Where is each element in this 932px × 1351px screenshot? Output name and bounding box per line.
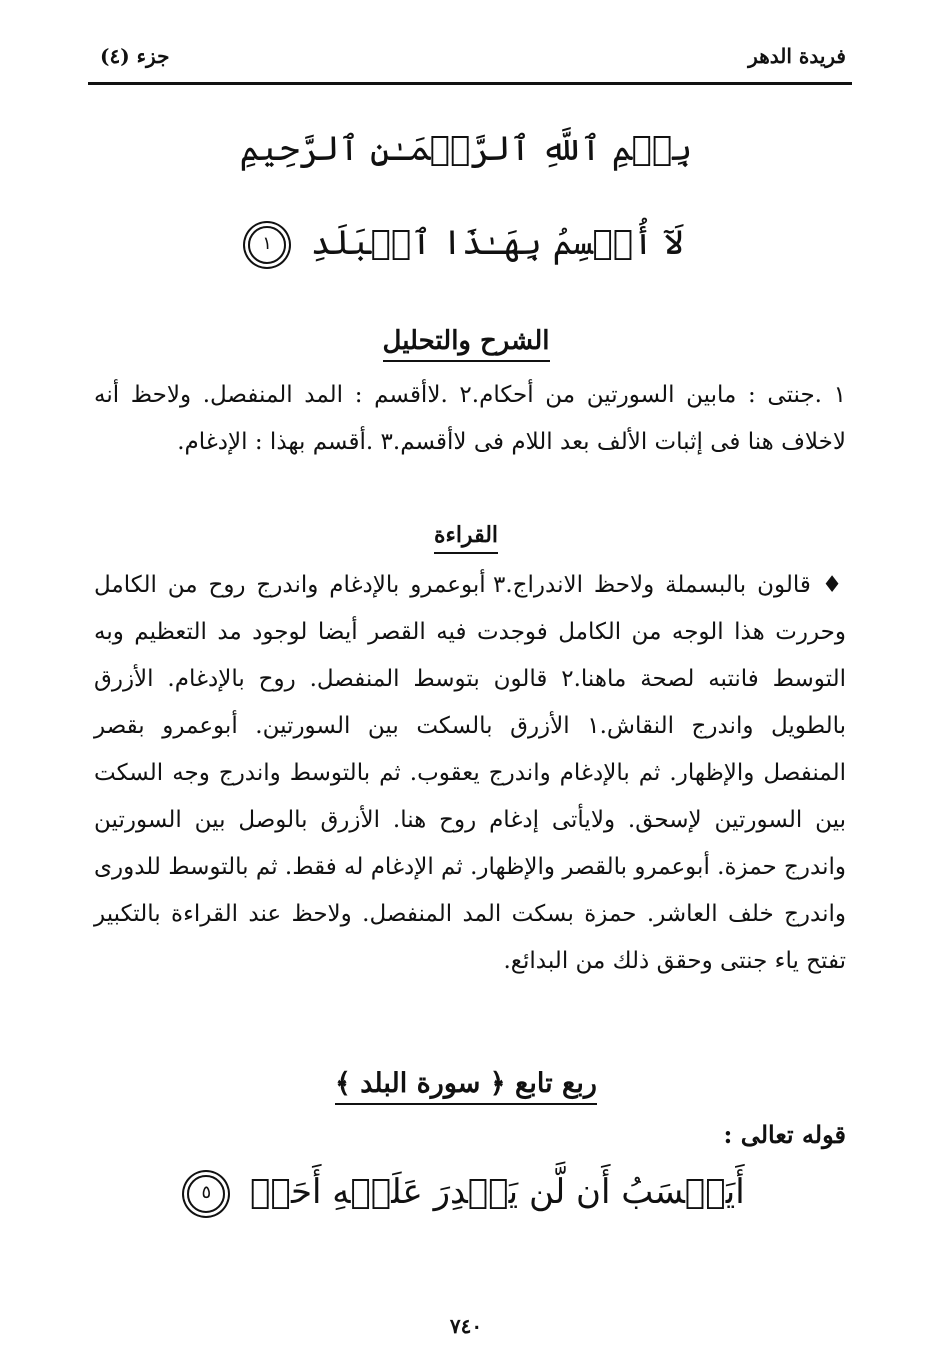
basmala: بِسۡمِ ٱللَّهِ ٱلرَّحۡمَـٰنِ ٱلرَّحِيمِ	[239, 129, 693, 169]
running-header-part-number: جزء (٤)	[100, 44, 170, 68]
header-divider	[88, 82, 852, 85]
qiraa-paragraph: ♦ قالون بالبسملة ولاحظ الاندراج.٣ أبوعمرو بالإدغام واندرج روح من الكامل وحررت هذا الوجه من الكامل فوجدت فيه القصر أيضا لوجود مد التعظيم وبه التوسط فانتبه لصحة ماهنا.٢ قالون بتوسط المنفصل. روح بالإدغام. الأزرق بالطويل واندرج النقاش.١ الأزرق بالسكت بين السورتين. أبوعمرو بقصر المنفصل والإظهار. ثم بالإدغام واندرج يعقوب. ثم بالتوسط واندرج وجه السكت بين السورتين لإسحق. ولايأتى إدغام روح هنا. الأزرق بالوصل بين السورتين واندرج حمزة. أبوعمرو بالقصر والإظهار. ثم الإدغام له فقط. ثم بالتوسط للدورى واندرج خلف العاشر. حمزة بسكت المد المنفصل. ولاحظ عند القراءة بالتكبير تفتح ياء جنتى وحقق ذلك من البدائع.	[94, 572, 846, 974]
section-heading-qiraa	[0, 522, 932, 554]
sharh-paragraph: ١ .جنتى : مابين السورتين من أحكام.٢ .لاأقسم : المد المنفصل. ولاحظ أنه لاخلاف هنا فى إثبات الألف بعد اللام فى لاأقسم.٣ .أقسم بهذا : الإدغام.	[94, 382, 846, 455]
page-number: ٧٤٠	[449, 1314, 483, 1338]
section-heading-sharh	[0, 326, 932, 362]
qawlahu-label: قوله تعالى :	[723, 1120, 846, 1149]
ayah-number-mark: ٥	[187, 1175, 225, 1213]
sharh-heading-text: الشرح والتحليل	[383, 326, 550, 362]
quran-verse-5	[0, 1172, 932, 1213]
qiraa-heading-text: القراءة	[434, 522, 498, 554]
verse-5-text: أَيَحۡسَبُ أَن لَّن يَقۡدِرَ عَلَيۡهِ أَحَدٞ	[250, 1172, 745, 1212]
rub-heading-text: ربع تابع ﴿ سورة البلد ﴾	[335, 1068, 597, 1105]
ayah-number-mark: ١	[248, 226, 286, 264]
quran-verse-1	[0, 222, 932, 264]
verse-1-text: لَآ أُقۡسِمُ بِهَـٰذَا ٱلۡبَلَدِ	[310, 223, 684, 263]
running-header-book-title: فريدة الدهر	[748, 44, 846, 68]
section-heading-rub	[0, 1068, 932, 1105]
